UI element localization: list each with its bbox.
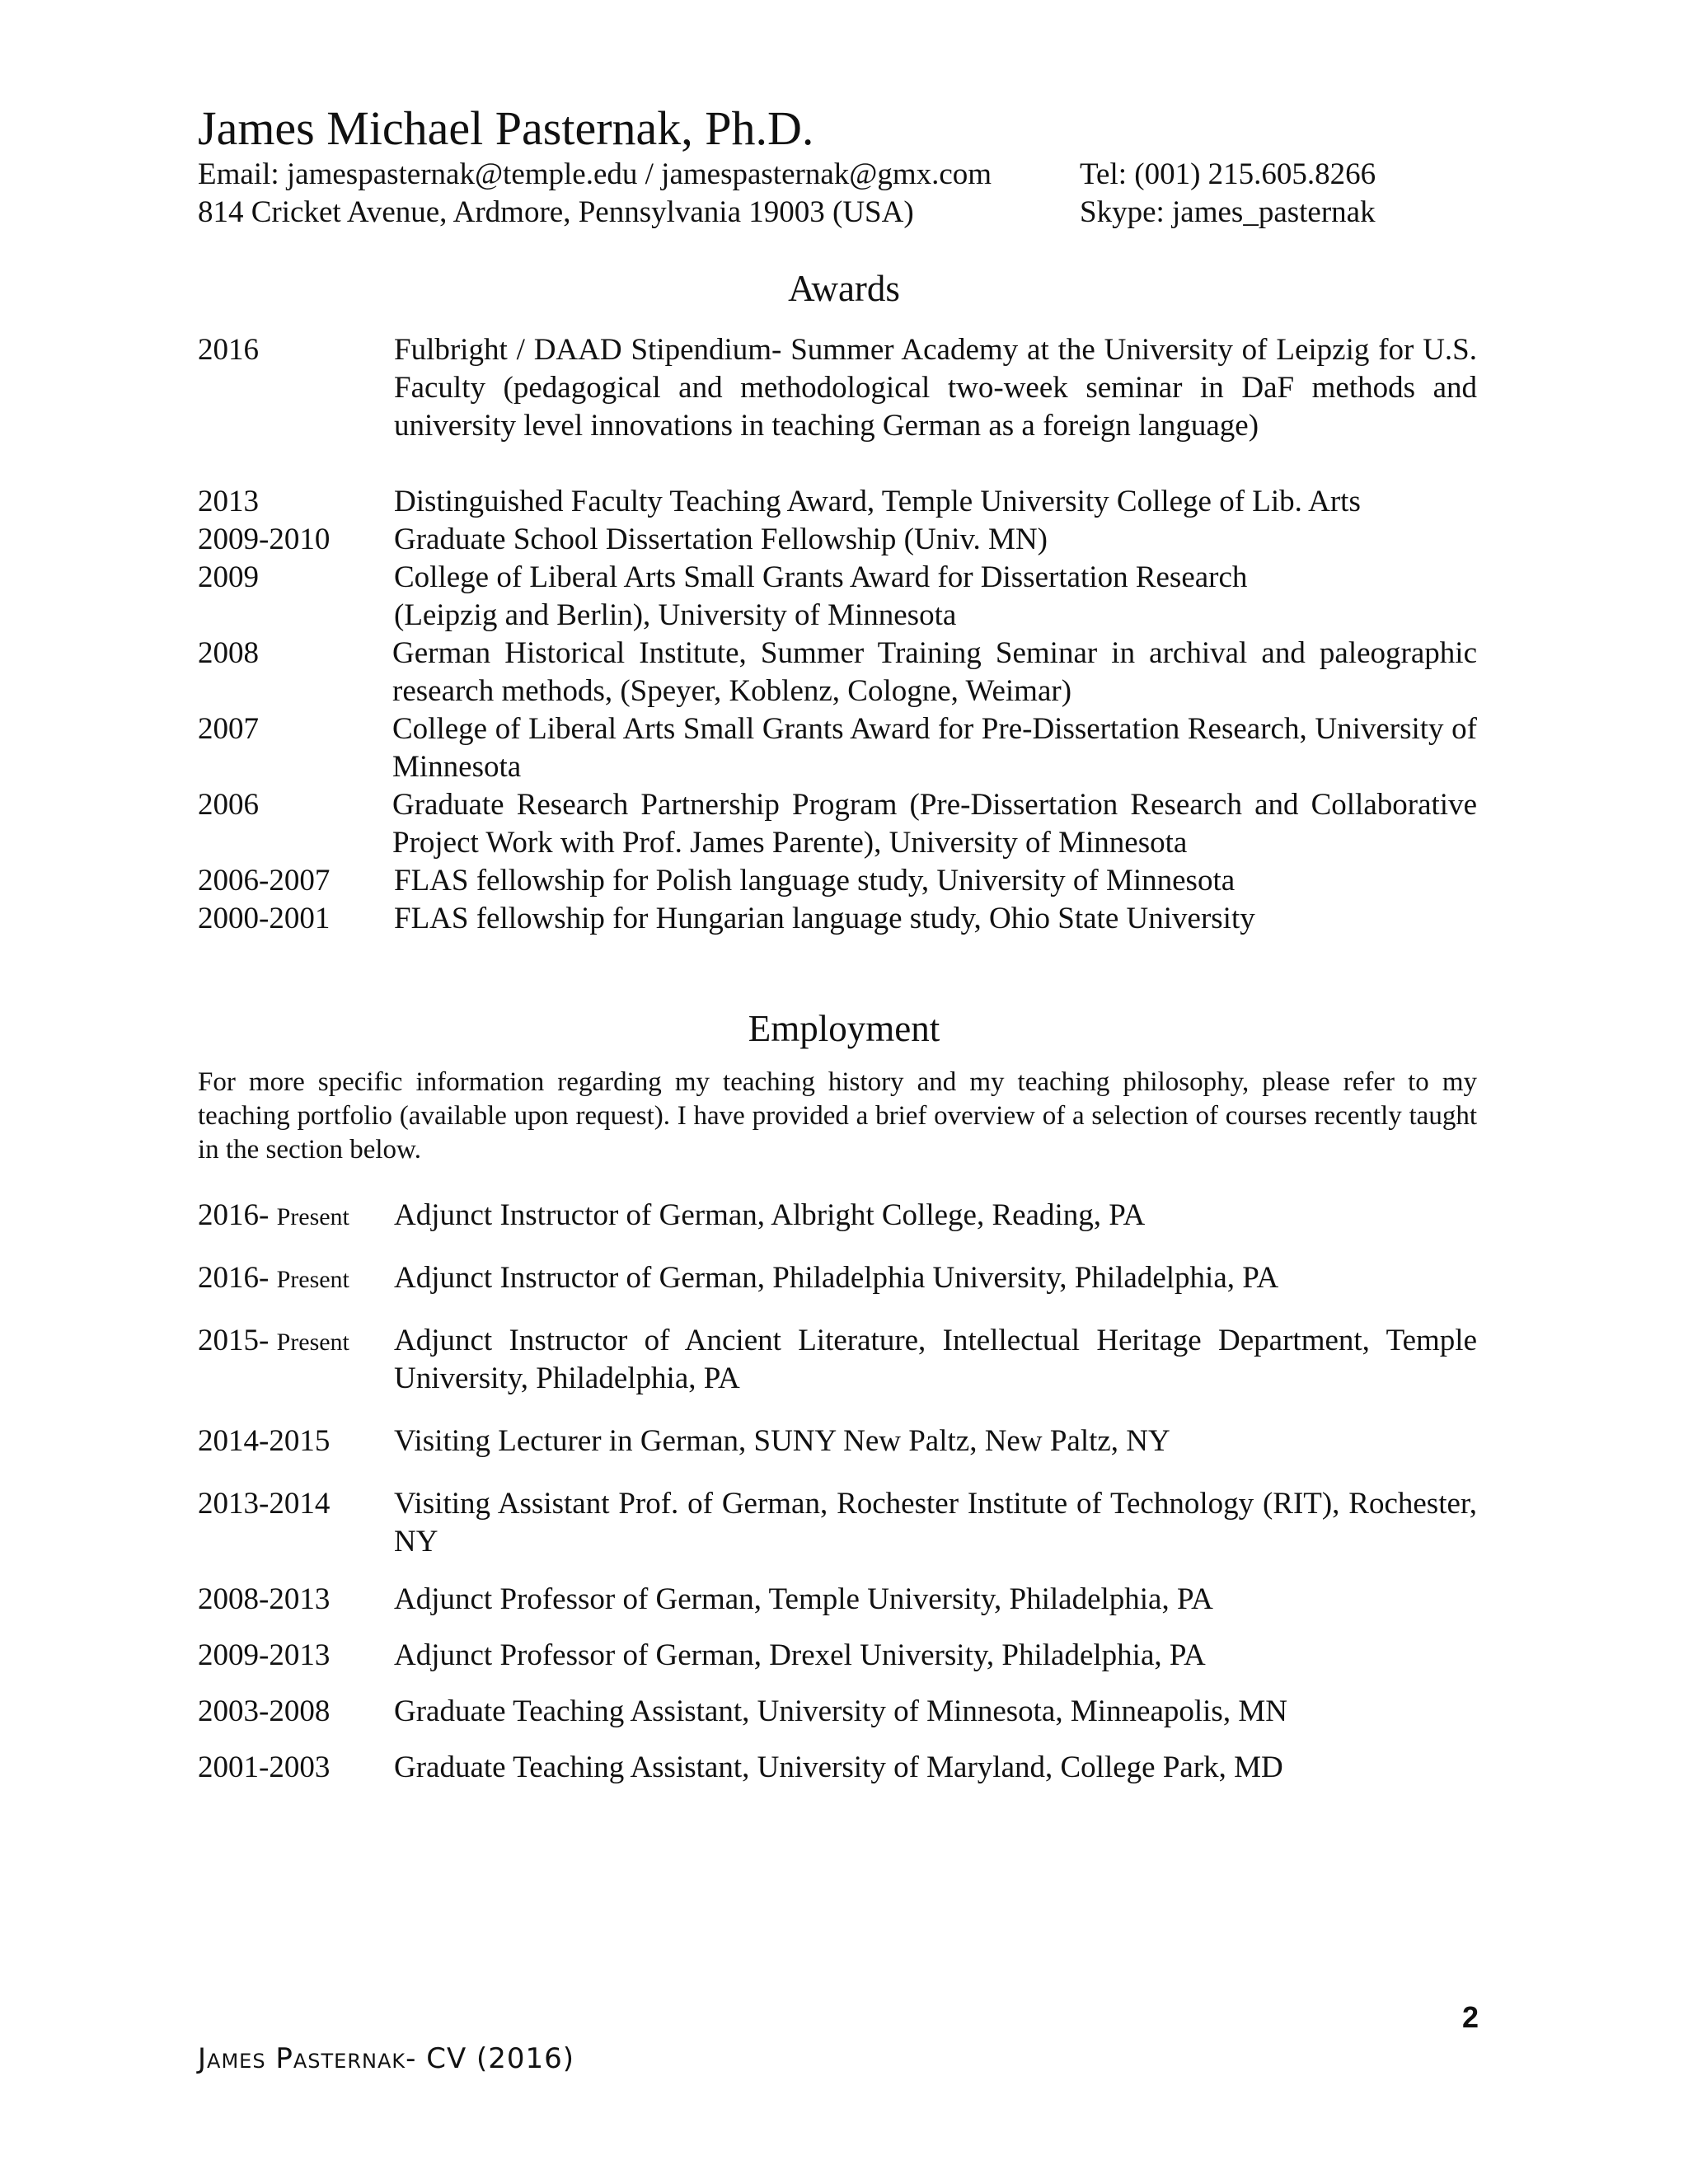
cv-name: James Michael Pasternak, Ph.D. <box>198 101 814 155</box>
award-year: 2000-2001 <box>198 902 331 935</box>
award-description: FLAS fellowship for Polish language study, University of Minnesota <box>394 864 1236 898</box>
employment-description: Adjunct Instructor of Ancient Literature, Intellectual Heritage Department, Temple University, Philadelphia, PA <box>394 1324 1477 1395</box>
employment-entry <box>198 1322 1477 1398</box>
employment-intro: For more specific information regarding my teaching history and my teaching philosophy, please refer to my teaching portfolio (available upon request). I have provided a brief overview of a selection of courses recently taught in the section below. <box>198 1067 1477 1165</box>
award-entry <box>198 331 1477 445</box>
employment-year-present: Present <box>276 1203 349 1230</box>
award-year: 2009 <box>198 560 259 594</box>
employment-description: Visiting Lecturer in German, SUNY New Paltz, New Paltz, NY <box>394 1424 1170 1458</box>
employment-description: Adjunct Instructor of German, Albright College, Reading, PA <box>394 1198 1146 1232</box>
employment-entry <box>198 1259 1477 1297</box>
employment-description: Graduate Teaching Assistant, University of Minnesota, Minneapolis, MN <box>394 1694 1287 1728</box>
employment-year: 2008-2013 <box>198 1582 331 1616</box>
employment-description: Adjunct Professor of German, Drexel University, Philadelphia, PA <box>394 1638 1206 1672</box>
employment-year-present: Present <box>276 1266 349 1293</box>
employment-description: Visiting Assistant Prof. of German, Rochester Institute of Technology (RIT), Rochester, NY <box>394 1487 1477 1558</box>
employment-year-start: 2015- <box>198 1324 270 1357</box>
award-entry <box>198 786 1477 862</box>
employment-heading: Employment <box>748 1008 940 1049</box>
employment-description: Graduate Teaching Assistant, University of Maryland, College Park, MD <box>394 1750 1283 1784</box>
address-line: 814 Cricket Avenue, Ardmore, Pennsylvania 19003 (USA) <box>198 195 914 229</box>
award-entry <box>198 635 1477 710</box>
skype-line: Skype: james_pasternak <box>1080 195 1376 229</box>
employment-year: 2014-2015 <box>198 1424 331 1458</box>
award-entry <box>198 521 1477 559</box>
email-line: Email: jamespasternak@temple.edu / jamespasternak@gmx.com <box>198 157 992 191</box>
award-year: 2013 <box>198 485 259 518</box>
award-year: 2006 <box>198 788 259 822</box>
employment-year: 2001-2003 <box>198 1750 331 1784</box>
award-entry <box>198 900 1477 938</box>
employment-year <box>198 1322 349 1361</box>
award-year: 2009-2010 <box>198 523 331 556</box>
award-description: Fulbright / DAAD Stipendium- Summer Academy at the University of Leipzig for U.S. Faculty (pedagogical and methodological two-week seminar in DaF methods and university level innovations in teaching German as a foreign language) <box>394 333 1477 443</box>
award-entry <box>198 559 1477 635</box>
award-description: German Historical Institute, Summer Training Seminar in archival and paleographic research methods, (Speyer, Koblenz, Cologne, Weimar) <box>392 636 1477 708</box>
award-entry <box>198 483 1477 521</box>
employment-year-start: 2016- <box>198 1261 270 1295</box>
employment-entry <box>198 1693 1477 1731</box>
employment-year <box>198 1197 349 1236</box>
employment-year-start: 2016- <box>198 1198 270 1232</box>
employment-description: Adjunct Instructor of German, Philadelphia University, Philadelphia, PA <box>394 1261 1279 1295</box>
award-description: Graduate School Dissertation Fellowship (Univ. MN) <box>394 523 1048 556</box>
employment-entry <box>198 1581 1477 1619</box>
employment-year: 2009-2013 <box>198 1638 331 1672</box>
award-entry <box>198 710 1477 786</box>
awards-heading: Awards <box>788 268 900 309</box>
running-footer: James Pasternak- CV (2016) <box>198 2042 575 2075</box>
award-description: Distinguished Faculty Teaching Award, Temple University College of Lib. Arts <box>394 485 1361 518</box>
page-number: 2 <box>1461 2000 1479 2034</box>
employment-entry <box>198 1485 1477 1561</box>
employment-year: 2003-2008 <box>198 1694 331 1728</box>
award-year: 2006-2007 <box>198 864 331 898</box>
award-description: College of Liberal Arts Small Grants Award for Dissertation Research (Leipzig and Berlin), University of Minnesota <box>394 560 1248 632</box>
employment-entry <box>198 1749 1477 1787</box>
employment-year <box>198 1259 349 1299</box>
employment-description: Adjunct Professor of German, Temple University, Philadelphia, PA <box>394 1582 1213 1616</box>
employment-entry <box>198 1197 1477 1235</box>
telephone-line: Tel: (001) 215.605.8266 <box>1080 157 1376 191</box>
award-entry <box>198 862 1477 900</box>
employment-year-present: Present <box>276 1329 349 1356</box>
employment-entry <box>198 1422 1477 1460</box>
award-year: 2016 <box>198 333 259 367</box>
employment-year: 2013-2014 <box>198 1487 331 1521</box>
award-description: College of Liberal Arts Small Grants Award for Pre-Dissertation Research, University of Minnesota <box>392 712 1477 784</box>
award-year: 2007 <box>198 712 259 746</box>
award-description: FLAS fellowship for Hungarian language study, Ohio State University <box>394 902 1255 935</box>
award-description: Graduate Research Partnership Program (Pre-Dissertation Research and Collaborative Project Work with Prof. James Parente), University of Minnesota <box>392 788 1477 860</box>
award-year: 2008 <box>198 636 259 670</box>
employment-entry <box>198 1637 1477 1675</box>
